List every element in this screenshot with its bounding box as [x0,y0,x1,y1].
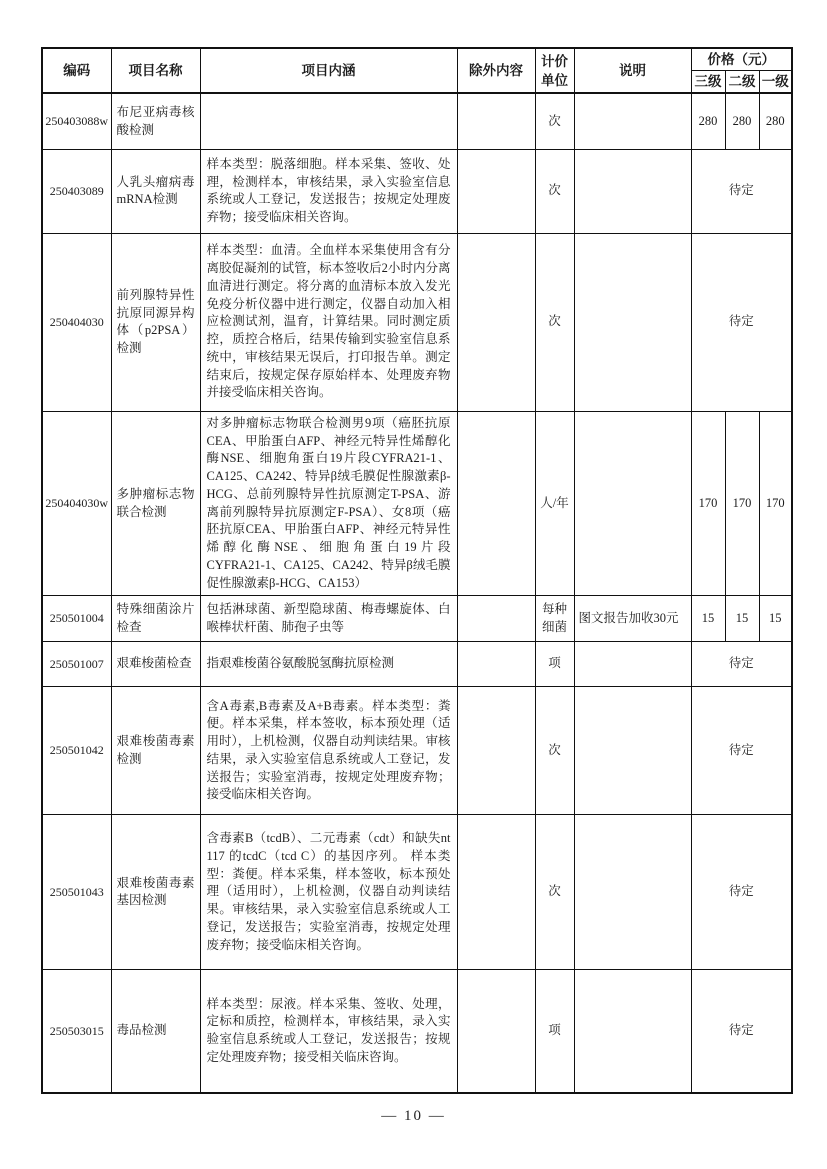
cell-name: 艰难梭菌检查 [111,642,200,687]
cell-price-l1: 15 [759,596,792,642]
cell-unit: 次 [535,149,574,233]
cell-content: 对多肿瘤标志物联合检测男9项（癌胚抗原CEA、甲胎蛋白AFP、神经元特异性烯醇化酶NSE、细胞角蛋白19片段CYFRA21-1、CA125、CA242、特异β绒毛膜促性腺激素β-HCG、总前列腺特异性抗原测定T-PSA、游离前列腺特异抗原测定F-PSA）、女8项（癌胚抗原CEA、甲胎蛋白AFP、神经元特异性烯醇化酶NSE、细胞角蛋白19片段CYFRA21-1、CA125、CA242、特异β绒毛膜促性腺激素β-HCG、CA153） [200,411,457,596]
header-price-level3: 三级 [691,71,725,94]
table-row [42,970,792,1093]
header-name: 项目名称 [111,48,200,93]
cell-note [574,93,691,149]
cell-excluded [457,596,535,642]
cell-excluded [457,970,535,1093]
cell-note [574,970,691,1093]
table-row [42,93,792,149]
cell-name: 多肿瘤标志物联合检测 [111,411,200,596]
cell-code: 250403089 [42,149,111,233]
header-note: 说明 [574,48,691,93]
header-price-level1: 一级 [759,71,792,94]
cell-excluded [457,411,535,596]
cell-code: 250501042 [42,687,111,815]
cell-price-l2: 15 [725,596,759,642]
cell-code: 250501007 [42,642,111,687]
cell-price-l3: 170 [691,411,725,596]
cell-name: 艰难梭菌毒素检测 [111,687,200,815]
table-header [42,48,792,93]
cell-content: 样本类型：尿液。样本采集、签收、处理，定标和质控，检测样本，审核结果，录入实验室信息系统或人工登记，发送报告；按规定处理废弃物；接受相关临床咨询。 [200,970,457,1093]
table-row [42,411,792,596]
cell-unit: 项 [535,970,574,1093]
cell-price-l1: 280 [759,93,792,149]
cell-name: 特殊细菌涂片检查 [111,596,200,642]
table-row [42,233,792,411]
cell-excluded [457,815,535,970]
header-content: 项目内涵 [200,48,457,93]
table-row [42,687,792,815]
cell-name: 布尼亚病毒核酸检测 [111,93,200,149]
cell-price-merged: 待定 [691,233,792,411]
cell-price-merged: 待定 [691,642,792,687]
medical-service-price-table [41,47,793,1094]
header-code: 编码 [42,48,111,93]
cell-price-l2: 280 [725,93,759,149]
cell-code: 250403088w [42,93,111,149]
cell-note [574,233,691,411]
cell-code: 250501004 [42,596,111,642]
cell-content: 样本类型：脱落细胞。样本采集、签收、处理，检测样本，审核结果，录入实验室信息系统或人工登记，发送报告；按规定处理废弃物；接受临床相关咨询。 [200,149,457,233]
header-price-group: 价格（元） [691,48,792,71]
table-row [42,149,792,233]
cell-content: 含毒素B（tcdB）、二元毒素（cdt）和缺失nt 117 的tcdC（tcd C）的基因序列。 样本类型：粪便。样本采集，样本签收，标本预处理（适用时），上机检测，仪器自动判读结果。审核结果，录入实验室信息系统或人工登记，发送报告；实验室消毒，按规定处理废弃物；接受临床相关咨询。 [200,815,457,970]
cell-price-l1: 170 [759,411,792,596]
cell-price-l3: 15 [691,596,725,642]
cell-note [574,815,691,970]
cell-code: 250404030 [42,233,111,411]
cell-unit: 次 [535,815,574,970]
cell-price-l3: 280 [691,93,725,149]
page-number: — 10 — [381,1108,446,1124]
cell-note [574,411,691,596]
cell-note [574,149,691,233]
cell-price-merged: 待定 [691,687,792,815]
header-excluded: 除外内容 [457,48,535,93]
cell-price-merged: 待定 [691,970,792,1093]
cell-content: 指艰难梭菌谷氨酸脱氢酶抗原检测 [200,642,457,687]
cell-name: 前列腺特异性抗原同源异构体（p2PSA）检测 [111,233,200,411]
cell-code: 250503015 [42,970,111,1093]
cell-price-merged: 待定 [691,149,792,233]
cell-price-l2: 170 [725,411,759,596]
cell-note [574,642,691,687]
cell-note: 图文报告加收30元 [574,596,691,642]
header-row-top [42,48,792,71]
cell-unit: 次 [535,233,574,411]
cell-unit: 次 [535,687,574,815]
table-row [42,596,792,642]
cell-content: 包括淋球菌、新型隐球菌、梅毒螺旋体、白喉棒状杆菌、肺孢子虫等 [200,596,457,642]
cell-excluded [457,233,535,411]
table-row [42,642,792,687]
cell-excluded [457,149,535,233]
cell-unit: 项 [535,642,574,687]
cell-unit: 次 [535,93,574,149]
header-unit: 计价单位 [535,48,574,93]
cell-unit: 人/年 [535,411,574,596]
cell-price-merged: 待定 [691,815,792,970]
cell-excluded [457,642,535,687]
header-price-level2: 二级 [725,71,759,94]
cell-code: 250404030w [42,411,111,596]
cell-note [574,687,691,815]
cell-unit: 每种细菌 [535,596,574,642]
cell-content: 含A毒素,B毒素及A+B毒素。样本类型：粪便。样本采集，样本签收，标本预处理（适用时），上机检测，仪器自动判读结果。审核结果，录入实验室信息系统或人工登记，发送报告；实验室消毒，按规定处理废弃物；接受临床相关咨询。 [200,687,457,815]
cell-content: 样本类型：血清。全血样本采集使用含有分离胶促凝剂的试管，标本签收后2小时内分离血清进行测定。将分离的血清标本放入发光免疫分析仪器中进行测定，仪器自动加入相应检测试剂，温育，计算结果。同时测定质控，质控合格后，结果传输到实验室信息系统中，审核结果无误后，打印报告单。测定结束后，按规定保存原始样本、处理废弃物并接受临床相关咨询。 [200,233,457,411]
cell-content [200,93,457,149]
cell-excluded [457,687,535,815]
cell-code: 250501043 [42,815,111,970]
cell-name: 人乳头瘤病毒mRNA检测 [111,149,200,233]
cell-excluded [457,93,535,149]
cell-name: 毒品检测 [111,970,200,1093]
cell-name: 艰难梭菌毒素基因检测 [111,815,200,970]
table-row [42,815,792,970]
